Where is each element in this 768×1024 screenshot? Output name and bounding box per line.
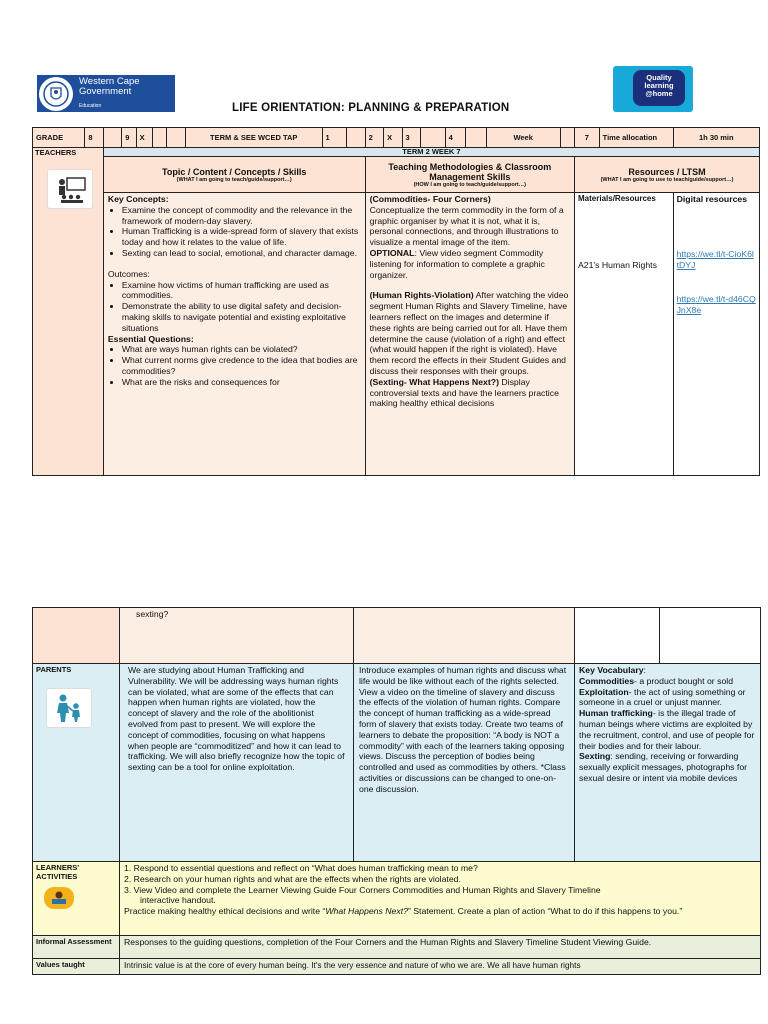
week-label: Week — [486, 128, 560, 148]
key-concept-item: • Sexting can lead to social, emotional, and character damage. — [122, 248, 361, 259]
week-value: 7 — [575, 128, 600, 148]
essential-question-item: • What are the risks and consequences for — [122, 377, 361, 388]
topic-heading: Topic / Content / Concepts / Skills — [162, 166, 307, 177]
outcome-item: • Demonstrate the ability to use digital safety and decision-making skills to navigate potential and existing exploitative situations — [122, 301, 361, 333]
crest-icon — [39, 77, 73, 111]
learner-activity-2: 2. Research on your human rights and what are the effects when the rights are violated. — [124, 873, 461, 884]
topic-subheading: (WHAT I am going to teach/guide/support…) — [176, 176, 292, 183]
vocab-term-trafficking: Human trafficking — [579, 708, 653, 719]
resources-subheading: (WHAT I am going to use to teach/guide/support…) — [600, 176, 734, 183]
human-rights-title: (Human Rights-Violation) — [369, 290, 474, 301]
informal-assessment-text: Responses to the guiding questions, completion of the Four Corners and the Human Rights and Slavery Timeline Student Viewing Guide. — [120, 936, 761, 959]
commodities-text: Conceptualize the term commodity in the form of a graphic organiser by what it is not, what it is, personal connections, and through illustrations to visualize a mental image of the item. — [369, 204, 564, 248]
key-concepts-label: Key Concepts: — [107, 194, 169, 204]
term-2: 2 — [365, 128, 383, 148]
optional-label: OPTIONAL — [369, 247, 415, 258]
logo-line2: Government — [79, 85, 132, 97]
teacher-classroom-icon — [47, 169, 93, 209]
sexting-title: (Sexting- What Happens Next?) — [369, 376, 499, 387]
values-taught-label: Values taught — [33, 959, 120, 975]
digital-resources-label: Digital resources — [676, 194, 748, 204]
informal-assessment-label: Informal Assessment — [33, 936, 120, 959]
parents-label: PARENTS — [36, 665, 72, 674]
quality-learning-logo — [613, 66, 693, 112]
term-label: TERM & SEE WCED TAP — [185, 128, 322, 148]
time-value: 1h 30 min — [673, 128, 759, 148]
ql-line3: @home — [645, 89, 673, 98]
essential-question-item: • What current norms give credence to the idea that bodies are commodities? — [122, 355, 361, 377]
vocab-label: Key Vocabulary — [579, 665, 644, 675]
essential-question-item: • What are ways human rights can be violated? — [122, 344, 361, 355]
learner-laptop-icon — [44, 887, 74, 909]
human-rights-text: After watching the video segment Human Rights and Slavery Timeline, have learners reflect on the images and determine if these rights are being carried out for all. Have them determine the cause (violation of a right) and effect (what would happen if the right is violated). Have them record the effects in their Student Guides and discuss their responses with their groups. — [369, 290, 569, 376]
essential-questions-label: Essential Questions: — [107, 333, 194, 344]
time-label: Time allocation — [599, 128, 673, 148]
learners-label: LEARNERS' ACTIVITIES — [36, 863, 80, 881]
vocab-def-trafficking: - is the illegal trade of human beings where victims are exploited by the recruitment, control, and use of people for their bodies and for their labour. — [579, 708, 755, 751]
key-concept-item: • Examine the concept of commodity and the relevance in the framework of modern-day slavery. — [122, 205, 361, 227]
planning-table-top — [32, 127, 760, 476]
term-4: 4 — [445, 128, 466, 148]
vocab-def-exploitation: - the act of using something or someone in a cruel or unjust manner. — [579, 686, 746, 708]
methodology-subheading: (HOW I am going to teach/guide/support…) — [413, 181, 527, 188]
vocab-term-exploitation: Exploitation — [579, 686, 629, 697]
teachers-label: TEACHERS — [35, 148, 77, 157]
parents-text: We are studying about Human Trafficking and Vulnerability. We will be addressing ways human rights can be violated, what are some of the effects that can happen when human rights are violated, how the concept of slavery and the role of the abolitionist evolved from past to present. We will explore the concept of commodities, focusing on what happens when people are “commoditized” and how it can lead to trafficking. We will also briefly recognize how the topic of sexting can be a tool for online exploitation. — [120, 664, 354, 862]
grade-label: GRADE — [33, 128, 85, 148]
vocab-def-commodities: - a product bought or sold — [634, 675, 734, 686]
learner-activity-3: 3. View Video and complete the Learner Viewing Guide Four Corners Commodities and Human Rights and Slavery Timeline — [124, 884, 601, 895]
digital-link-2[interactable]: https://we.tl/t-d46CQJnX8e — [676, 294, 756, 316]
values-taught-text: Intrinsic value is at the core of every human being. It's the very essence and nature of who we are. We all have human rights — [120, 959, 761, 975]
materials-item: A21's Human Rights — [578, 259, 657, 270]
key-concept-item: • Human Trafficking is a wide-spread form of slavery that exists today and how it relates to the value of life. — [122, 226, 361, 248]
col-x1: X — [136, 128, 152, 148]
learner-activity-4a: Practice making healthy ethical decisions and write “ — [124, 906, 326, 917]
col-9: 9 — [122, 128, 136, 148]
term-3: 3 — [402, 128, 420, 148]
learner-activity-4-em: What Happens Next? — [325, 906, 408, 917]
logo-sub: Education — [79, 102, 102, 109]
resources-heading: Resources / LTSM — [628, 166, 706, 177]
logo-line1: Western Cape — [79, 75, 140, 87]
optional-text: : View video segment Commodity listening for information to complete a graphic organizer. — [369, 247, 545, 280]
page-title: LIFE ORIENTATION: PLANNING & PREPARATION — [232, 102, 510, 114]
planning-table-bottom: sexting? PARENTS We are studying about Human Trafficking and Vulnerability. We will be addressing ways human rights can be violated, what are some of the effects that can happen when human rights are violated, how the concept of slavery and the role of the abolitionist evolved from past to present. We will explore the concept of commodities, focusing on what happens when people are “commoditized” and how it can lead to trafficking. We will also briefly recognize how the topic of sexting can be a tool for online exploitation. Introduce examples of human rights and discuss what life would be like without each of the rights selected. View a video on the timeline of slavery and discuss the effects of the violation of human rights. Compare the concept of human trafficking as a wide-spread form of slavery that exists today. Create two teams of learners to debate the proposition: “A body is NOT a commodity” with each of the learners taking opposing views. Discuss the perception of bodies being controlled and used as commodities by others. *Class activities or discussions can be changed to one-on-one discussion. Key Vocabulary: Commodities- a product bought or sold Exploitation- the act of using something or someone in a cruel or unjust manner. Human trafficking- is the illegal trade of human beings where victims are exploited by the recruitment, control, and use of people for their bodies and for their labour. Sexting: sending, receiving or forwarding sexually explicit messages, photographs for sexual desire or intent via mobile devices LEARNERS' ACTIVITIES 1. Respond to essential questions and reflect on “What does human trafficking mean to me? 2. Research on your human rights and what are the effects when the rights are violated. 3. View Video and complete the Learner Viewing Guide Four Corners Commodities and Human Rights and Slavery Timeline interactive handout. Practice making healthy ethical decisions and write “What Happens Next?” Statement. Create a plan of action “What to do if this happens to you.” Informal Assessment Responses to the guiding questions, completion of the Four Corners and the Human Rights and Slavery Timeline Student Viewing Guide. Values taught Intrinsic value is at the core of every human being. It's the very essence and nature of who we are. We all have human rights — [32, 607, 761, 975]
materials-label: Materials/Resources — [578, 194, 656, 203]
term-1: 1 — [322, 128, 347, 148]
sexting-text: Display controversial texts and have the learners practice making healthy ethical decisions — [369, 376, 559, 409]
vocab-def-sexting: : sending, receiving or forwarding sexually explicit messages, photographs for sexual desire or intent via mobile devices — [579, 751, 748, 783]
western-cape-logo — [37, 75, 175, 112]
vocab-term-commodities: Commodities — [579, 675, 635, 686]
grade-value: 8 — [85, 128, 103, 148]
learner-activity-1: 1. Respond to essential questions and reflect on “What does human trafficking mean to me? — [124, 863, 478, 873]
learner-activity-3b: interactive handout. — [140, 895, 216, 906]
parents-method-text: Introduce examples of human rights and discuss what life would be like without each of the rights selected. View a video on the timeline of slavery and discuss the effects of the violation of human rights. Compare the concept of human trafficking as a wide-spread form of slavery that exists today. Create two teams of learners to debate the proposition: “A body is NOT a commodity” with each of the learners taking opposing views. Discuss the perception of bodies being controlled and used as commodities by others. *Class activities or discussions can be changed to one-on-one discussion. — [354, 664, 575, 862]
outcomes-label: Outcomes: — [107, 268, 150, 279]
ql-line1: Quality — [646, 73, 672, 82]
commodities-title: (Commodities- Four Corners) — [369, 194, 491, 204]
outcome-item: • Examine how victims of human trafficking are used as commodities. — [122, 280, 361, 302]
term-week-heading: TERM 2 WEEK 7 — [103, 148, 759, 157]
digital-link-1[interactable]: https://we.tl/t-CioK6ltDYJ — [676, 248, 754, 270]
learner-activity-4b: ” Statement. Create a plan of action “What to do if this happens to you.” — [407, 906, 683, 917]
ql-line2: learning — [644, 81, 674, 90]
term-x: X — [384, 128, 402, 148]
vocab-term-sexting: Sexting — [579, 751, 611, 762]
continued-text: sexting? — [120, 608, 354, 664]
methodology-heading: Teaching Methodologies & Classroom Management Skills — [388, 161, 552, 182]
parent-child-icon — [46, 688, 92, 728]
